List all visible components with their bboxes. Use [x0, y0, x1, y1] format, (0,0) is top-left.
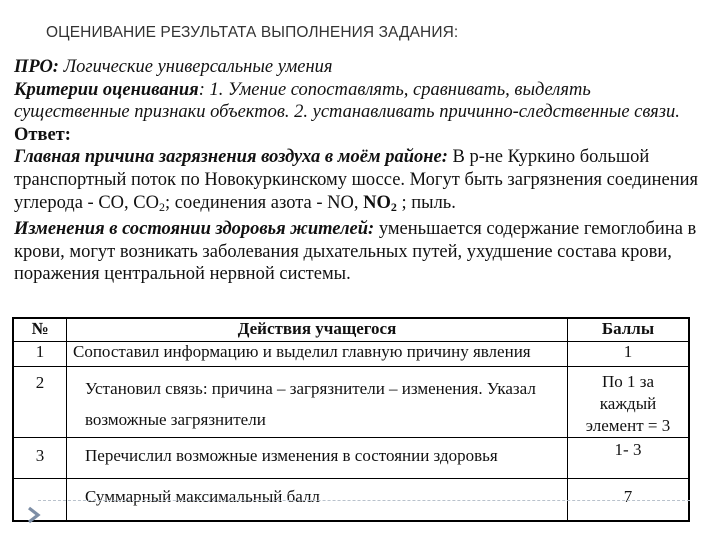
cause-sub: 2 — [159, 199, 165, 214]
pro-line — [14, 56, 704, 79]
cause-no2-sub: 2 — [390, 199, 397, 214]
table-header-row — [13, 318, 689, 342]
answer-label: Ответ: — [14, 124, 71, 145]
header-actions: Действия учащегося — [67, 318, 568, 342]
cause-paragraph — [14, 146, 704, 218]
cause-no2: NO — [363, 192, 391, 213]
header-number: № — [13, 318, 67, 342]
score-table — [12, 317, 690, 522]
row-action: Сопоставил информацию и выделил главную причину явления — [67, 342, 568, 367]
row-number: 2 — [13, 367, 67, 438]
table-row — [13, 438, 689, 479]
row-action: Суммарный максимальный балл — [67, 479, 568, 522]
health-paragraph — [14, 218, 704, 286]
row-number: 1 — [13, 342, 67, 367]
header-points: Баллы — [568, 318, 690, 342]
chevron-right-icon[interactable] — [27, 506, 41, 524]
cause-text-2: ; соединения азота - NO, — [165, 192, 364, 213]
row-points: По 1 за каждый элемент = 3 — [568, 367, 690, 438]
cause-text-3: ; пыль. — [396, 192, 456, 213]
row-number: 3 — [13, 438, 67, 479]
health-text: уменьшается содержание гемоглобина в крови, могут возникать заболевания дыхательных путей, ухудшение состава крови, поражения центральной нервной системы. — [14, 219, 697, 285]
cause-label: Главная причина загрязнения воздуха в моём районе: — [14, 147, 448, 168]
row-action: Установил связь: причина – загрязнители – изменения. Указал возможные загрязнители — [67, 367, 568, 438]
task-content — [14, 56, 704, 286]
criteria-label: Критерии оценивания — [14, 79, 199, 100]
pro-text: Логические универсальные умения — [58, 57, 333, 77]
row-points: 1- 3 — [568, 438, 690, 479]
row-points: 1 — [568, 342, 690, 367]
table-row — [13, 342, 689, 367]
row-points: 7 — [568, 479, 690, 522]
table-row — [13, 367, 689, 438]
pro-label: ПРО: — [14, 57, 59, 77]
criteria-line — [14, 79, 704, 124]
row-action: Перечислил возможные изменения в состоянии здоровья — [67, 438, 568, 479]
health-label: Изменения в состоянии здоровья жителей: — [14, 219, 375, 240]
slide-title: ОЦЕНИВАНИЕ РЕЗУЛЬТАТА ВЫПОЛНЕНИЯ ЗАДАНИЯ: — [46, 24, 459, 41]
cause-text-1: В р-не Куркино большой транспортный поток по Новокуркинскому шоссе. Могут быть загрязнения соединения углерода - СО, СО — [14, 147, 699, 213]
criteria-text: : 1. Умение сопоставлять, сравнивать, выделять существенные признаки объектов. 2. устанавливать причинно-следственные связи. — [14, 79, 680, 123]
bottom-divider — [38, 500, 690, 501]
